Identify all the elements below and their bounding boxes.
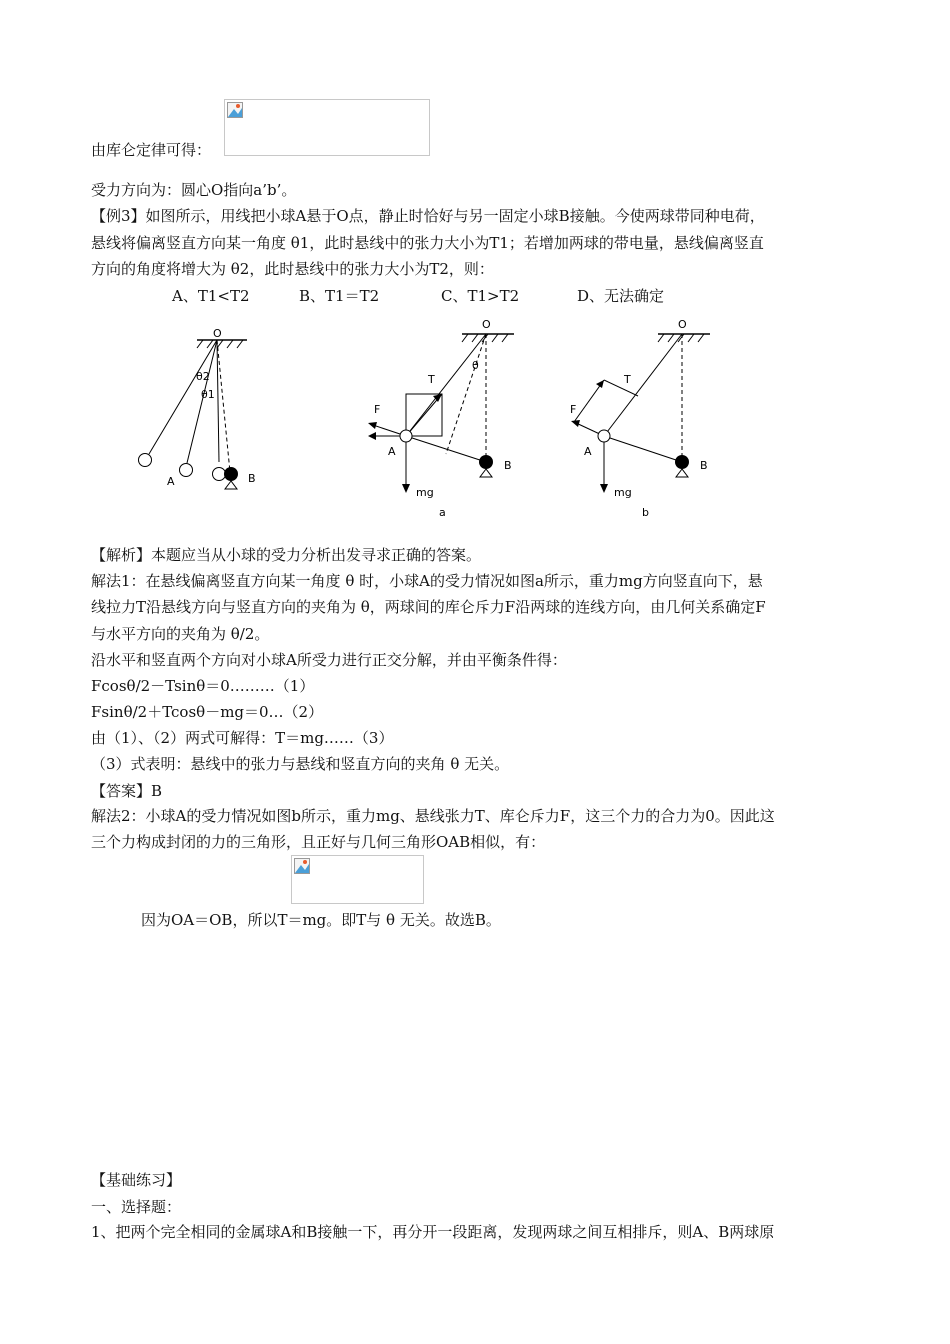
equation-1: Fcosθ/2－Tsinθ＝0………（1）: [91, 677, 315, 695]
option-b: B、T1＝T2: [299, 287, 380, 305]
equation-4: （3）式表明：悬线中的张力与悬线和竖直方向的夹角 θ 无关。: [91, 755, 510, 773]
figb-caption: b: [642, 506, 649, 519]
equation-3: 由（1）、（2）两式可解得：T＝mg……（3）: [91, 729, 394, 747]
figa-label-t: T: [428, 373, 435, 386]
figa-label-theta: θ: [472, 359, 479, 372]
figb-label-t: T: [624, 373, 631, 386]
figb-label-f: F: [570, 403, 577, 416]
figa-label-o: O: [482, 318, 491, 331]
analysis-line3: 线拉力T沿悬线方向与竖直方向的夹角为 θ，两球间的库仑斥力F沿两球的连线方向，由几何关系确定F: [91, 598, 766, 616]
example3-line3: 方向的角度将增大为 θ2，此时悬线中的张力大小为T2，则：: [91, 260, 494, 278]
conclusion: 因为OA＝OB，所以T＝mg。即T与 θ 无关。故选B。: [141, 911, 501, 929]
text-direction: 受力方向为：圆心O指向a’b’。: [91, 181, 297, 199]
formula-image-coulomb: [224, 99, 430, 156]
figure-b: [558, 312, 723, 522]
fig1-label-b: B: [248, 472, 256, 485]
section-basic-practice: 【基础练习】: [91, 1171, 182, 1189]
section-choice: 一、选择题：: [91, 1198, 182, 1216]
figa-label-f: F: [374, 403, 381, 416]
broken-image-icon: [227, 102, 243, 118]
option-a: A、T1<T2: [172, 287, 250, 305]
figa-label-mg: mg: [416, 486, 434, 499]
broken-image-icon: [294, 858, 310, 874]
figa-label-b: B: [504, 459, 512, 472]
equation-2: Fsinθ/2＋Tcosθ－mg＝0…（2）: [91, 703, 324, 721]
option-c: C、T1>T2: [441, 287, 520, 305]
analysis-line4: 与水平方向的夹角为 θ/2。: [91, 625, 270, 643]
figure-pendulums: [125, 322, 270, 497]
figure-a: [362, 312, 527, 522]
analysis-line2: 解法1：在悬线偏离竖直方向某一角度 θ 时，小球A的受力情况如图a所示，重力mg方向竖直向下，悬: [91, 572, 763, 590]
analysis-line5: 沿水平和竖直两个方向对小球A所受力进行正交分解，并由平衡条件得：: [91, 651, 567, 669]
method2-line2: 三个力构成封闭的力的三角形，且正好与几何三角形OAB相似，有：: [91, 833, 546, 851]
example3-line1: 【例3】如图所示，用线把小球A悬于O点，静止时恰好与另一固定小球B接触。今使两球带同种电荷，: [91, 207, 765, 225]
method2-line1: 解法2：小球A的受力情况如图b所示，重力mg、悬线张力T、库仑斥力F，这三个力的合力为0。因此这: [91, 807, 775, 825]
figa-label-a: A: [388, 445, 396, 458]
option-d: D、无法确定: [577, 287, 665, 305]
formula-image-similar-triangles: [291, 855, 424, 904]
figa-caption: a: [439, 506, 446, 519]
fig1-label-theta2: θ2: [196, 370, 210, 383]
figb-label-b: B: [700, 459, 708, 472]
question-1: 1、把两个完全相同的金属球A和B接触一下，再分开一段距离，发现两球之间互相排斥，则A、B两球原: [91, 1223, 775, 1241]
fig1-label-theta1: θ1: [201, 388, 215, 401]
fig1-label-a: A: [167, 475, 175, 488]
answer: 【答案】B: [91, 782, 163, 800]
fig1-label-o: O: [213, 327, 222, 340]
example3-line2: 悬线将偏离竖直方向某一角度 θ1，此时悬线中的张力大小为T1；若增加两球的带电量，悬线偏离竖直: [91, 234, 764, 252]
analysis-line1: 【解析】本题应当从小球的受力分析出发寻求正确的答案。: [91, 546, 482, 564]
text-coulomb: 由库仑定律可得：: [91, 141, 212, 159]
figb-label-mg: mg: [614, 486, 632, 499]
figb-label-o: O: [678, 318, 687, 331]
figb-label-a: A: [584, 445, 592, 458]
